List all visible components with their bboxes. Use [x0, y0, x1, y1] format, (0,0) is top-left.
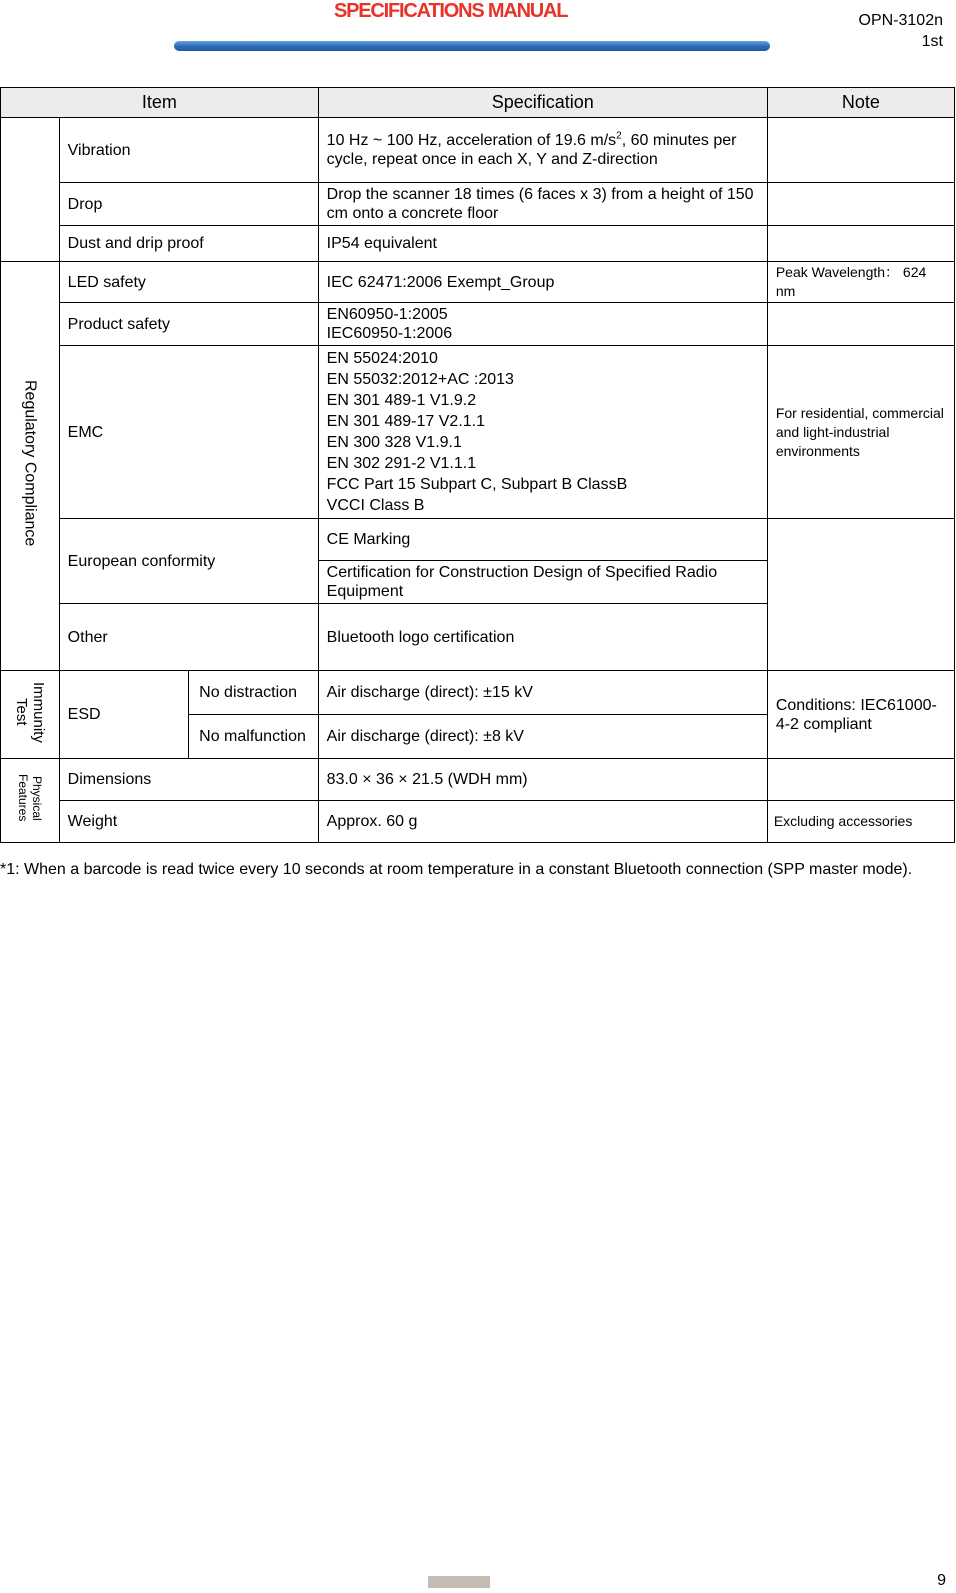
vibration-spec: 10 Hz ~ 100 Hz, acceleration of 19.6 $m/s^2$, 60 minutes per cycle, repeat once in each X, Y and Z-direction [318, 118, 767, 183]
dimensions-spec: 83.0 × 36 × 21.5 (WDH mm) [318, 759, 767, 801]
ce-marking-spec: CE Marking [318, 519, 767, 561]
header-note: Note [767, 88, 954, 118]
table-row [1, 671, 955, 715]
drop-item: Drop [59, 183, 318, 226]
doc-id-block [859, 10, 944, 52]
table-row [1, 801, 955, 843]
specifications-table [0, 87, 955, 843]
emc-item: EMC [59, 346, 318, 519]
european-conformity-item: European conformity [59, 519, 318, 604]
regulatory-category-label: Regulatory Compliance [21, 380, 39, 547]
table-row [1, 303, 955, 346]
header-item: Item [1, 88, 319, 118]
esd-item: ESD [59, 671, 188, 759]
other-spec: Bluetooth logo certification [318, 604, 767, 671]
vibration-note [767, 118, 954, 183]
manual-title: SPECIFICATIONS MANUAL [334, 0, 568, 22]
page-number: 9 [937, 1572, 946, 1589]
weight-item: Weight [59, 801, 318, 843]
european-other-note [767, 519, 954, 671]
radio-equipment-spec: Certification for Construction Design of Specified Radio Equipment [318, 561, 767, 604]
product-safety-item: Product safety [59, 303, 318, 346]
physical-category-label: Physical Features [15, 774, 44, 822]
table-row [1, 262, 955, 303]
dust-note [767, 226, 954, 262]
esd-note: Conditions: IEC61000-4-2 compliant [767, 671, 954, 759]
emc-spec: EN 55024:2010 EN 55032:2012+AC :2013 EN 301 489-1 V1.9.2 EN 301 489-17 V2.1.1 EN 300 328 V1.9.1 EN 302 291-2 V1.1.1 FCC Part 15 Subpart C, Subpart B ClassB VCCI Class B [318, 346, 767, 519]
other-item: Other [59, 604, 318, 671]
physical-category-cell [1, 759, 60, 843]
table-row [1, 183, 955, 226]
regulatory-category-cell [1, 262, 60, 671]
table-header-row [1, 88, 955, 118]
dust-item: Dust and drip proof [59, 226, 318, 262]
no-distraction-subitem: No distraction [189, 671, 319, 715]
led-safety-spec: IEC 62471:2006 Exempt_Group [318, 262, 767, 303]
table-row [1, 118, 955, 183]
vibration-item: Vibration [59, 118, 318, 183]
footnote: *1: When a barcode is read twice every 10 seconds at room temperature in a constant Bluetooth connection (SPP master mode). [0, 861, 913, 878]
weight-spec: Approx. 60 g [318, 801, 767, 843]
environmental-category-cell [1, 118, 60, 262]
no-malfunction-subitem: No malfunction [189, 715, 319, 759]
header-rule [174, 41, 770, 51]
immunity-category-label: Immunity Test [12, 681, 47, 743]
dust-spec: IP54 equivalent [318, 226, 767, 262]
drop-note [767, 183, 954, 226]
table-row [1, 519, 955, 561]
drop-spec: Drop the scanner 18 times (6 faces x 3) from a height of 150 cm onto a concrete floor [318, 183, 767, 226]
dimensions-note [767, 759, 954, 801]
product-safety-spec: EN60950-1:2005 IEC60950-1:2006 [318, 303, 767, 346]
dimensions-item: Dimensions [59, 759, 318, 801]
table-row [1, 226, 955, 262]
footer-bar [428, 1576, 490, 1588]
led-safety-note: Peak Wavelength： 624 nm [767, 262, 954, 303]
header-specification: Specification [318, 88, 767, 118]
table-row [1, 346, 955, 519]
no-distraction-spec: Air discharge (direct): ±15 kV [318, 671, 767, 715]
doc-number: OPN-3102n [858, 12, 943, 29]
weight-note: Excluding accessories [767, 801, 954, 843]
no-malfunction-spec: Air discharge (direct): ±8 kV [318, 715, 767, 759]
emc-note: For residential, commercial and light-industrial environments [767, 346, 954, 519]
led-safety-item: LED safety [59, 262, 318, 303]
edition: 1st [921, 33, 943, 50]
immunity-category-cell [1, 671, 60, 759]
product-safety-note [767, 303, 954, 346]
table-row [1, 759, 955, 801]
